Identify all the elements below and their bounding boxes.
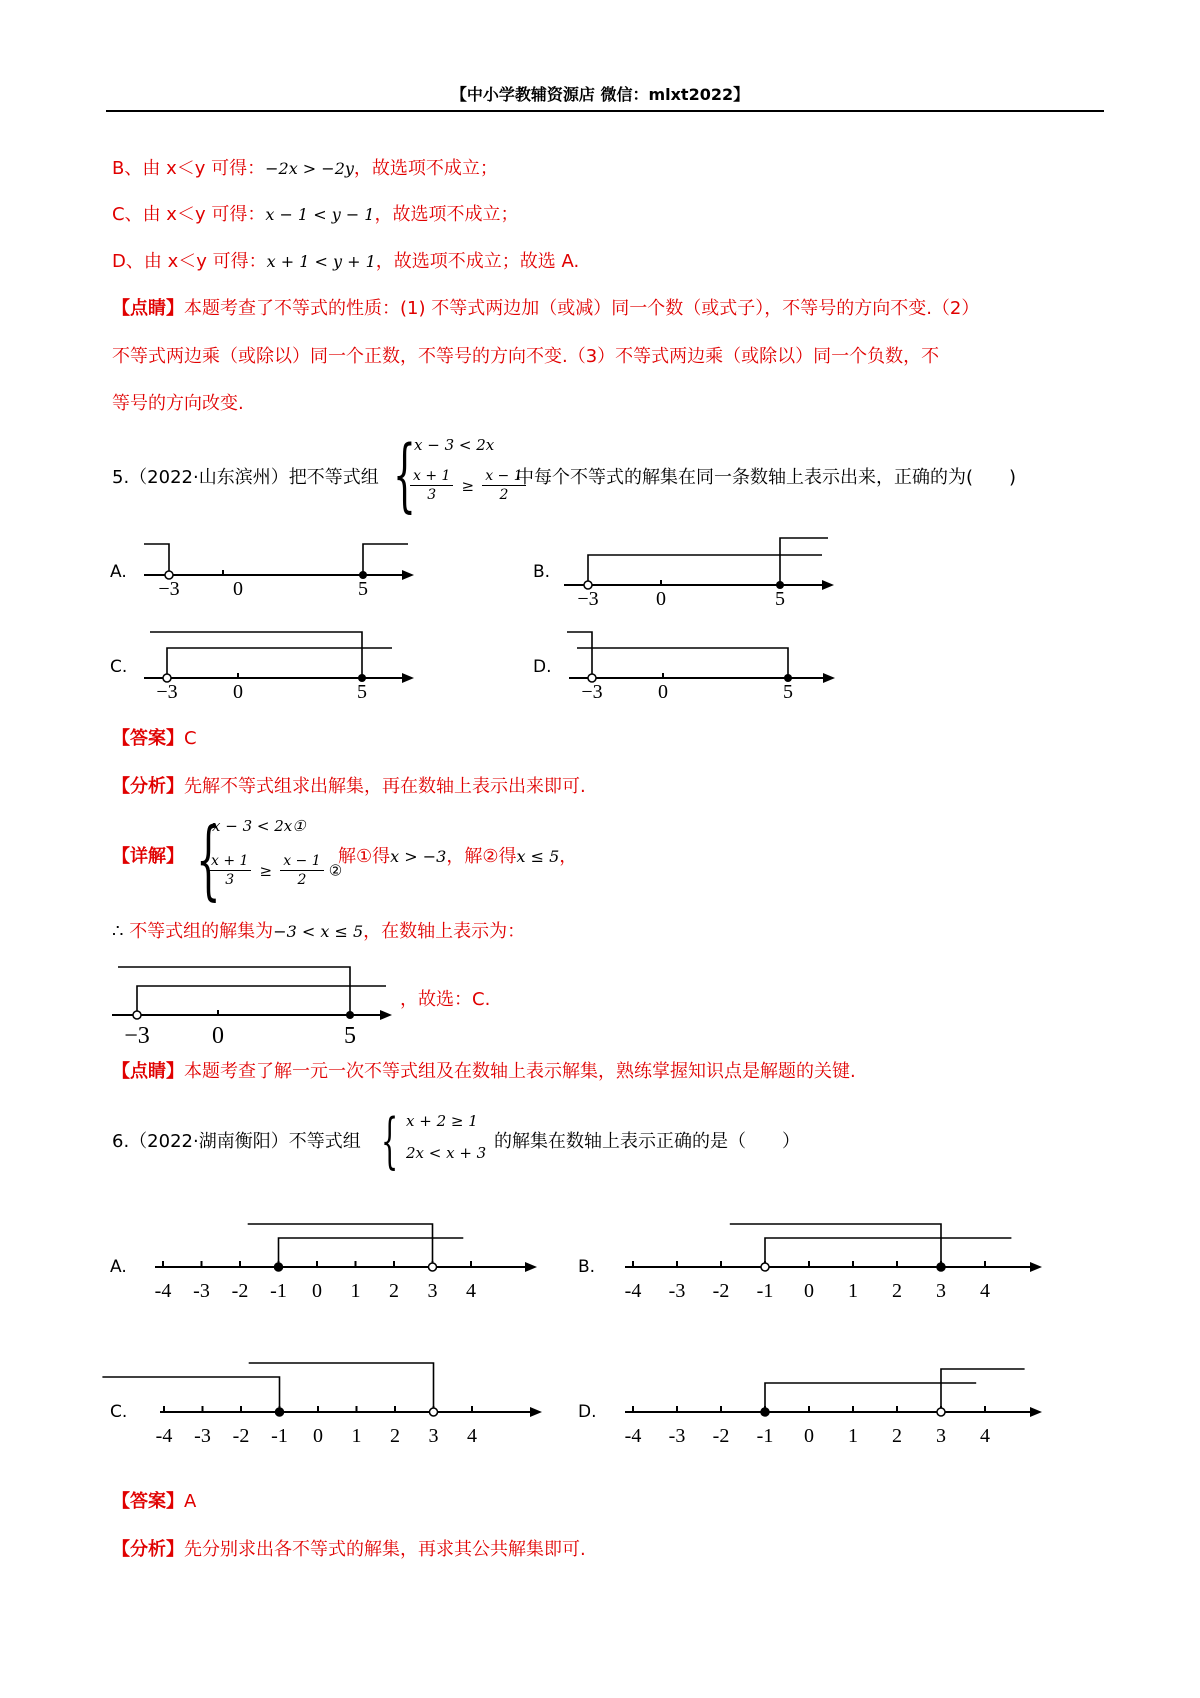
q5-ineq2-left-frac [410,467,453,504]
option-d-prefix: D、由 x＜y 可得： [112,251,267,272]
q5-option-a-label[interactable]: A. [110,562,127,582]
endpoint-dot [937,1408,945,1416]
tick-label: 4 [980,1280,990,1302]
q6-option-c-numberline[interactable] [155,1355,545,1450]
tick-label: −3 [156,681,178,703]
endpoint-dot [761,1263,769,1271]
endpoint-dot [761,1408,769,1416]
tick-label: 3 [427,1280,438,1302]
detail-math: x ≤ 5 [516,847,560,866]
q5-option-d-numberline[interactable] [565,620,840,703]
tick-label: 0 [313,1425,323,1447]
option-b-math: −2x > −2y [265,159,354,178]
q5-answer [112,727,197,751]
tick-label: 2 [389,1280,399,1302]
axis-arrow [530,1407,542,1417]
solution-bracket [249,1363,434,1412]
q5-option-a-numberline[interactable] [140,530,415,600]
tick-label: -3 [193,1280,210,1302]
tick-label: -1 [756,1425,774,1447]
fraction-numerator: x − 1 [482,467,525,486]
therefore-line [112,920,525,944]
tick-label: 1 [351,1425,362,1447]
q6-option-d-label[interactable]: D. [578,1402,597,1422]
tick-label: 0 [804,1425,814,1447]
page-header: 【中小学教辅资源店 微信：mlxt2022】 [450,85,750,104]
endpoint-dot [276,1408,284,1416]
fraction-denominator: 2 [499,487,509,503]
detail-tag: 【详解】 [112,846,184,867]
note-tag: 【点睛】 [112,298,184,319]
tick-label: -2 [232,1425,250,1447]
tick-label: 0 [212,1023,224,1049]
detail-ineq2 [208,852,342,889]
q5-detail-brace: { [196,810,221,910]
q6-analysis [112,1538,586,1562]
option-c-prefix: C、由 x＜y 可得： [112,204,266,225]
tick-label: -1 [270,1280,287,1302]
solution-bracket [765,1383,976,1412]
tick-label: 3 [936,1425,946,1447]
circle-two: ② [328,861,343,880]
tick-label: 2 [390,1425,400,1447]
option-d-explanation [112,250,579,274]
tick-label: 3 [428,1425,439,1447]
fraction-denominator: 2 [297,872,307,888]
option-d-suffix: ，故选项不成立；故选 A. [375,251,580,272]
therefore-math: −3 < x ≤ 5 [273,922,364,941]
tick-label: -3 [668,1425,686,1447]
solution-bracket [730,1224,941,1267]
tick-label: 0 [658,681,668,703]
option-b-explanation [112,157,498,181]
axis-arrow [1030,1407,1042,1417]
tick-label: 3 [936,1280,946,1302]
tick-label: -3 [668,1280,686,1302]
q6-option-c-label[interactable]: C. [110,1402,128,1422]
tick-label: 2 [892,1280,902,1302]
option-c-suffix: ，故选项不成立； [374,204,519,225]
option-c-explanation [112,203,518,227]
q6-stem-suffix: 的解集在数轴上表示正确的是（ ） [494,1131,800,1152]
fraction-denominator: 3 [427,487,437,503]
tick-label: -4 [624,1280,642,1302]
tick-label: 1 [350,1280,361,1302]
solution-bracket [765,1238,1011,1267]
tick-label: -4 [624,1425,642,1447]
q6-option-b-numberline[interactable] [625,1210,1045,1305]
detail-text: ， [559,846,578,867]
tick-label: −3 [577,588,599,610]
tick-label: 0 [233,578,243,600]
q6-option-b-label[interactable]: B. [578,1257,596,1277]
tick-label: -4 [154,1280,172,1302]
detail-text: ，解②得 [446,846,517,867]
fraction-numerator: x + 1 [208,852,251,871]
q5-stem-suffix: 中每个不等式的解集在同一条数轴上表示出来，正确的为( ) [516,467,1017,488]
note-text: 本题考查了不等式的性质：(1) 不等式两边加（或减）同一个数（或式子），不等号的方向不变.（2） [184,298,980,319]
tick-label: -4 [155,1425,173,1447]
q6-system-brace: { [381,1106,399,1176]
endpoint-dot [430,1408,438,1416]
q6-stem-prefix: 6.（2022·湖南衡阳）不等式组 [112,1131,361,1152]
q5-ineq2 [410,467,526,504]
analysis-text: 先解不等式组求出解集，再在数轴上表示出来即可. [184,776,586,797]
tick-label: −3 [124,1023,150,1049]
q6-option-a-label[interactable]: A. [110,1257,127,1277]
detail-ineq1: x − 3 < 2x① [212,817,306,835]
q4-note-line2: 不等式两边乘（或除以）同一个正数，不等号的方向不变.（3）不等式两边乘（或除以）同一个负数，不 [112,346,940,367]
endpoint-dot [275,1263,283,1271]
fraction-numerator: x − 1 [280,852,323,871]
tick-label: 1 [848,1425,858,1447]
answer-value: C [184,728,197,749]
option-b-prefix: B、由 x＜y 可得： [112,158,266,179]
tick-label: 5 [344,1023,356,1049]
tick-label: 4 [980,1425,990,1447]
tick-label: -1 [271,1425,288,1447]
tick-label: -2 [712,1425,730,1447]
solution-bracket [248,1224,433,1267]
option-d-math: x + 1 < y + 1 [266,252,376,271]
q5-option-c-label[interactable]: C. [110,657,128,677]
endpoint-dot [429,1263,437,1271]
q5-analysis [112,775,586,799]
solution-bracket [941,1369,1025,1412]
q5-option-b-numberline[interactable] [560,530,835,610]
tick-label: 5 [357,681,367,703]
axis-arrow [525,1262,537,1272]
analysis-tag: 【分析】 [112,776,184,797]
detail-left-frac [208,852,251,889]
solution-bracket [279,1238,464,1267]
axis-arrow [1030,1262,1042,1272]
answer-tag: 【答案】 [112,1491,184,1512]
answer-tag: 【答案】 [112,728,184,749]
tick-label: -1 [756,1280,774,1302]
q6-answer [112,1490,196,1514]
tick-label: 0 [312,1280,322,1302]
detail-right-frac [280,852,323,889]
fraction-numerator: x + 1 [410,467,453,486]
q5-stem-prefix: 5.（2022·山东滨州）把不等式组 [112,467,379,488]
option-c-math: x − 1 < y − 1 [265,205,375,224]
endpoint-dot [937,1263,945,1271]
tick-label: 4 [466,1280,476,1302]
note-text: 本题考查了解一元一次不等式组及在数轴上表示解集，熟练掌握知识点是解题的关键. [184,1061,856,1082]
q4-note-line1 [112,297,979,321]
tick-label: 0 [233,681,243,703]
q5-option-c-numberline[interactable] [140,620,415,703]
tick-label: 1 [848,1280,858,1302]
q5-note [112,1060,856,1084]
tick-label: 5 [358,578,368,600]
q6-option-a-numberline[interactable] [155,1210,540,1305]
header-divider [106,110,1104,112]
tick-label: -3 [194,1425,211,1447]
q5-option-d-label[interactable]: D. [533,657,552,677]
choose-c: ，故选：C. [400,989,491,1010]
therefore-text: ，在数轴上表示为： [363,921,526,942]
tick-label: 2 [892,1425,902,1447]
tick-label: 5 [783,681,793,703]
fraction-denominator: 3 [225,872,235,888]
q5-system-brace: { [393,428,416,521]
therefore-text: 不等式组的解集为 [129,921,274,942]
tick-label: −3 [158,578,180,600]
answer-value: A [184,1491,197,1512]
q6-ineq2: 2x < x + 3 [406,1144,487,1162]
tick-label: -2 [231,1280,249,1302]
geq-sign: ≥ [461,476,475,495]
tick-label: 0 [656,588,666,610]
q6-ineq1: x + 2 ≥ 1 [406,1112,478,1130]
q5-option-b-label[interactable]: B. [533,562,551,582]
therefore-symbol: ∴ [112,921,124,942]
geq-sign: ≥ [259,861,273,880]
detail-text: 解①得 [338,846,391,867]
tick-label: 5 [775,588,785,610]
note-tag: 【点睛】 [112,1061,184,1082]
analysis-tag: 【分析】 [112,1539,184,1560]
detail-math: x > −3 [390,847,447,866]
q4-note-line3: 等号的方向改变. [112,393,244,414]
tick-label: −3 [581,681,603,703]
q5-detail-numberline [110,955,400,1050]
detail-solution [338,845,577,869]
tick-label: 0 [804,1280,814,1302]
tick-label: 4 [467,1425,477,1447]
tick-label: -2 [712,1280,730,1302]
analysis-text: 先分别求出各不等式的解集，再求其公共解集即可. [184,1539,586,1560]
option-b-suffix: ，故选项不成立； [353,158,498,179]
q5-ineq1: x − 3 < 2x [414,436,495,454]
q6-option-d-numberline[interactable] [625,1355,1045,1450]
solution-bracket [102,1377,279,1412]
